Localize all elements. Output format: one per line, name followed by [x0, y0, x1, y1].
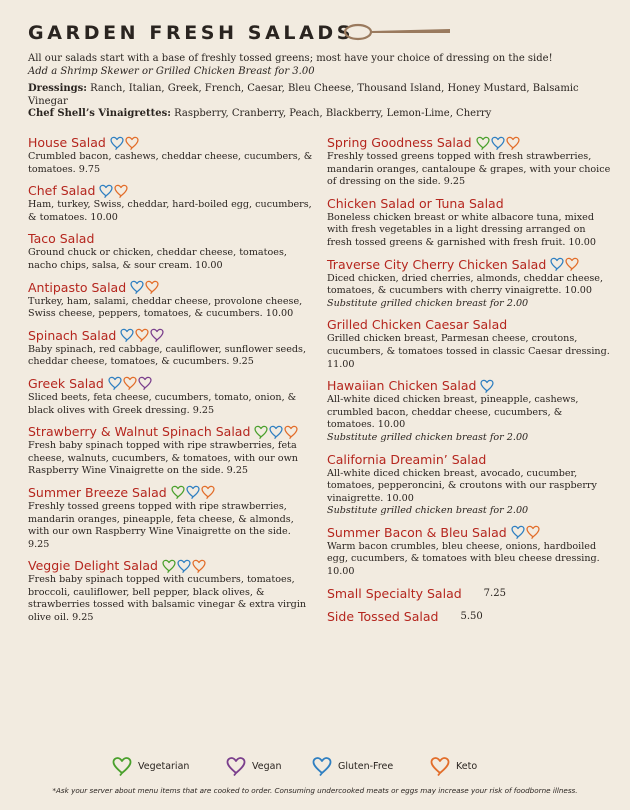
menu-item [28, 375, 313, 417]
menu-item-description: Warm bacon crumbles, bleu cheese, onions, hardboiled egg, cucumbers, & tomatoes with bleu cheese dressing. 10.00 [327, 540, 600, 578]
gluten-free-icon [480, 379, 494, 393]
menu-item [327, 608, 612, 625]
keto-icon [430, 756, 450, 776]
keto-icon [506, 136, 520, 150]
gluten-free-icon [312, 756, 332, 776]
menu-item [327, 316, 612, 371]
diet-icons [550, 257, 580, 271]
menu-item-name: Greek Salad [28, 375, 104, 391]
vegetarian-icon [476, 136, 490, 150]
menu-item-description: Grilled chicken breast, Parmesan cheese, croutons, cucumbers, & tomatoes tossed in classic Caesar dressing. 11.00 [327, 333, 610, 370]
gluten-free-icon [108, 376, 122, 390]
keto-icon [125, 136, 139, 150]
legend-label: Gluten-Free [338, 760, 394, 772]
gluten-free-icon [99, 184, 113, 198]
menu-item-header [327, 316, 612, 333]
vegan-icon [150, 328, 164, 342]
menu-item [327, 134, 612, 189]
menu-item-name: Hawaiian Chicken Salad [327, 378, 477, 394]
menu-item-header [327, 608, 612, 625]
menu-item-name: House Salad [28, 135, 106, 150]
menu-item-header [28, 230, 313, 247]
diet-icons [171, 485, 216, 499]
menu-item-header [327, 585, 612, 602]
vinaigrettes-label: Chef Shell’s Vinaigrettes: [28, 108, 171, 119]
menu-item-description: All-white diced chicken breast, avocado, cucumber, tomatoes, pepperoncini, & croutons with our raspberry vinaigrette. 10.00 [327, 467, 597, 504]
menu-item [28, 134, 313, 176]
menu-item [327, 585, 612, 602]
menu-item-description: Baby spinach, red cabbage, cauliflower, sunflower seeds, cheddar cheese, tomatoes, & cucumbers. 9.25 [28, 343, 307, 368]
keto-icon [135, 328, 149, 342]
menu-item [327, 377, 612, 444]
dressings-label: Dressings: [28, 83, 87, 94]
menu-item-name: Traverse City Cherry Chicken Salad [327, 256, 547, 272]
footnote: *Ask your server about menu items that are cooked to order. Consuming undercooked meats or eggs may increase your risk of foodborne illness. [52, 786, 578, 795]
menu-item-header [28, 484, 313, 501]
menu-item-header [28, 327, 313, 344]
menu-item [28, 230, 313, 272]
vegan-icon [226, 756, 246, 776]
keto-icon [526, 525, 540, 539]
menu-item-description: Fresh baby spinach topped with ripe strawberries, feta cheese, walnuts, cucumbers, & tomatoes, with our own Raspberry Wine Vinaigrette on the side. 9.25 [28, 440, 298, 477]
menu-item-description: Sliced beets, feta cheese, cucumbers, tomato, onion, & black olives with Greek dressing. 9.25 [28, 391, 297, 416]
substitution-note: Substitute grilled chicken breast for 2.00 [327, 505, 529, 517]
menu-item-header [28, 182, 313, 199]
menu-item [28, 423, 313, 478]
menu-item [28, 557, 313, 624]
menu-item-description: Freshly tossed greens topped with ripe strawberries, mandarin oranges, pineapple, feta cheese, & almonds, with our own Raspberry Wine Vinaigrette on the side. 9.25 [28, 500, 294, 550]
keto-icon [123, 376, 137, 390]
menu-item-description: Turkey, ham, salami, cheddar cheese, provolone cheese, Swiss cheese, peppers, tomatoes, & cucumbers. 10.00 [28, 295, 303, 320]
menu-item-price: 7.25 [483, 587, 506, 599]
intro-block [28, 53, 608, 121]
keto-icon [284, 425, 298, 439]
menu-item-name: Chicken Salad or Tuna Salad [327, 195, 504, 211]
vegetarian-icon [254, 425, 268, 439]
menu-item-name: Spring Goodness Salad [327, 135, 472, 150]
gluten-free-icon [511, 525, 525, 539]
menu-item-description: Freshly tossed greens topped with fresh strawberries, mandarin oranges, cantaloupe & grapes, with your choice of dressing on the side. 9.25 [327, 151, 611, 188]
menu-item-description: Boneless chicken breast or white albacore tuna, mixed with fresh vegetables in a light dressing arranged on fresh tossed greens & garnished with fresh fruit. 10.00 [327, 211, 596, 248]
gluten-free-icon [491, 136, 505, 150]
menu-item [327, 524, 612, 579]
menu-item [28, 279, 313, 321]
add-on-line: Add a Shrimp Skewer or Grilled Chicken Breast for 3.00 [28, 65, 315, 77]
substitution-note: Substitute grilled chicken breast for 2.00 [327, 431, 529, 443]
gluten-free-icon [186, 485, 200, 499]
legend-item-keto [430, 756, 477, 776]
gluten-free-icon [550, 257, 564, 271]
menu-item-name: Summer Breeze Salad [28, 484, 167, 500]
diet-icons [110, 136, 140, 150]
vegetarian-icon [162, 559, 176, 573]
legend-label: Vegetarian [138, 760, 190, 772]
page-title: GARDEN FRESH SALADS [28, 22, 355, 44]
substitution-note: Substitute grilled chicken breast for 2.00 [327, 297, 529, 309]
menu-item [28, 182, 313, 224]
menu-item-name: Strawberry & Walnut Spinach Salad [28, 424, 251, 440]
legend-item-gluten-free [312, 756, 393, 776]
vegan-icon [138, 376, 152, 390]
menu-item-name: Veggie Delight Salad [28, 558, 158, 574]
diet-icons [99, 184, 129, 198]
menu-item-header [28, 557, 313, 574]
gluten-free-icon [110, 136, 124, 150]
menu-item-name: Antipasto Salad [28, 279, 127, 295]
diet-icons [130, 280, 160, 294]
menu-item-header [28, 279, 313, 296]
diet-icons [162, 559, 207, 573]
menu-item [327, 451, 612, 518]
diet-icons [480, 379, 495, 393]
right-column [327, 134, 612, 631]
legend-item-vegan [226, 756, 281, 776]
menu-item-name: Grilled Chicken Caesar Salad [327, 317, 508, 333]
keto-icon [201, 485, 215, 499]
menu-item-name: Chef Salad [28, 183, 96, 199]
gluten-free-icon [269, 425, 283, 439]
menu-item [327, 256, 612, 311]
left-column [28, 134, 313, 631]
menu-item-name: Summer Bacon & Bleu Salad [327, 524, 507, 540]
menu-item-price: 5.50 [460, 610, 483, 622]
menu-item-header [28, 423, 313, 440]
diet-icons [254, 425, 299, 439]
intro-line: All our salads start with a base of freshly tossed greens; most have your choice of dressing on the side! [28, 53, 553, 64]
menu-item-name: Side Tossed Salad [327, 608, 439, 624]
diet-icons [476, 136, 521, 150]
legend-item-vegetarian [112, 756, 189, 776]
vegetarian-icon [171, 485, 185, 499]
vinaigrettes-line [28, 108, 608, 121]
diet-icons [120, 328, 165, 342]
gluten-free-icon [177, 559, 191, 573]
menu-item-header [327, 451, 612, 468]
keto-icon [192, 559, 206, 573]
vegetarian-icon [112, 756, 132, 776]
menu-item-name: Small Specialty Salad [327, 585, 462, 601]
gluten-free-icon [120, 328, 134, 342]
diet-icons [108, 376, 153, 390]
gluten-free-icon [130, 280, 144, 294]
menu-item-name: California Dreamin’ Salad [327, 451, 487, 467]
spoon-icon [342, 22, 452, 42]
menu-item-description: All-white diced chicken breast, pineapple, cashews, crumbled bacon, cheddar cheese, cucumbers, & tomatoes. 10.00 [327, 394, 579, 431]
menu-item-header [327, 195, 612, 212]
menu-item-description: Diced chicken, dried cherries, almonds, cheddar cheese, tomatoes, & cucumbers with cherry vinaigrette. 10.00 [327, 272, 604, 297]
keto-icon [114, 184, 128, 198]
menu-item-description: Crumbled bacon, cashews, cheddar cheese, cucumbers, & tomatoes. 9.75 [28, 151, 313, 175]
vinaigrettes-list: Raspberry, Cranberry, Peach, Blackberry, Lemon-Lime, Cherry [174, 108, 492, 119]
menu-item [28, 484, 313, 551]
menu-item [327, 195, 612, 250]
menu-item-description: Ground chuck or chicken, cheddar cheese, tomatoes, nacho chips, salsa, & sour cream. 10.00 [28, 247, 287, 271]
menu-item-name: Taco Salad [28, 231, 95, 247]
menu-item [28, 327, 313, 369]
legend-label: Vegan [252, 760, 282, 772]
menu-item-header [327, 256, 612, 273]
dressings-line [28, 83, 608, 108]
menu-item-header [28, 375, 313, 392]
menu-item-header [327, 377, 612, 394]
dressings-list: Ranch, Italian, Greek, French, Caesar, Bleu Cheese, Thousand Island, Honey Mustard, Balsamic Vinegar [28, 83, 579, 107]
keto-icon [565, 257, 579, 271]
keto-icon [145, 280, 159, 294]
menu-item-header [327, 134, 612, 151]
menu-item-description: Fresh baby spinach topped with cucumbers, tomatoes, broccoli, cauliflower, bell pepper, black olives, & strawberries tossed with balsamic vinegar & extra virgin olive oil. 9.25 [28, 574, 307, 624]
menu-item-name: Spinach Salad [28, 327, 117, 343]
menu-item-header [327, 524, 612, 541]
legend-label: Keto [456, 760, 478, 772]
menu-item-description: Ham, turkey, Swiss, cheddar, hard-boiled egg, cucumbers, & tomatoes. 10.00 [28, 199, 312, 223]
menu-item-header [28, 134, 313, 151]
diet-icons [511, 525, 541, 539]
diet-legend [0, 756, 630, 778]
